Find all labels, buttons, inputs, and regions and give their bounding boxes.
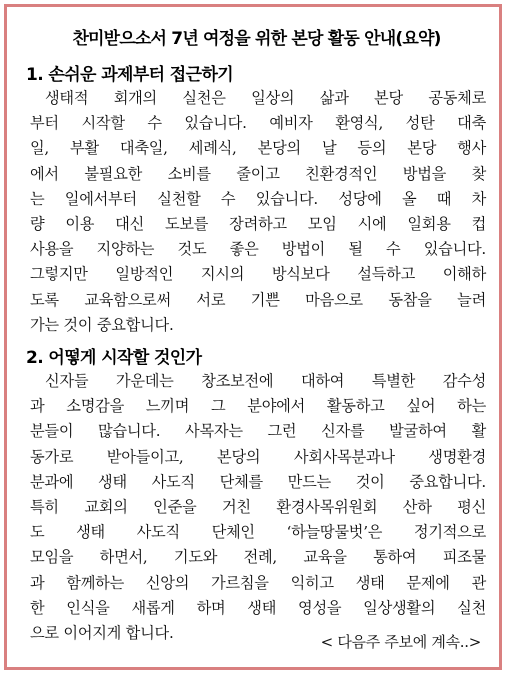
body-line: 도 생태 사도직 단체인 ‘하늘땅물벗’은 정기적으로 — [30, 523, 486, 542]
section-1-heading: 1. 손쉬운 과제부터 접근하기 — [26, 65, 234, 85]
body-line: 과 소명감을 느끼며 그 분야에서 활동하고 싶어 하는 — [30, 397, 486, 416]
body-line: 특히 교회의 인준을 거친 환경사목위원회 산하 평신 — [30, 498, 486, 517]
body-line: 으로 이어지게 합니다. — [30, 624, 174, 643]
section-2-body — [30, 369, 486, 646]
body-line: 과 함께하는 신앙의 가르침을 익히고 생태 문제에 관 — [30, 573, 486, 592]
body-line: 에서 불필요한 소비를 줄이고 친환경적인 방법을 찾 — [30, 164, 486, 183]
body-line: 생태적 회개의 실천은 일상의 삶과 본당 공동체로 — [45, 89, 486, 107]
body-line: 량 이용 대신 도보를 장려하고 모임 시에 일회용 컵 — [30, 215, 486, 234]
body-line: 한 인식을 새롭게 하며 생태 영성을 일상생활의 실천 — [30, 598, 486, 617]
body-line: 가는 것이 중요합니다. — [30, 315, 174, 334]
body-line: 그렇지만 일방적인 지시의 방식보다 설득하고 이해하 — [30, 265, 486, 284]
body-line: 모임을 하면서, 기도와 전례, 교육을 통하여 피조물 — [30, 548, 486, 567]
continued-note: < 다음주 주보에 계속..> — [320, 633, 481, 651]
body-line: 일, 부활 대축일, 세례식, 본당의 날 등의 본당 행사 — [30, 139, 486, 158]
body-line: 는 일에서부터 실천할 수 있습니다. 성당에 올 때 차 — [30, 189, 486, 208]
body-line: 동가로 받아들이고, 본당의 사회사목분과나 생명환경 — [30, 447, 486, 466]
section-2-heading: 2. 어떻게 시작할 것인가 — [26, 348, 202, 368]
body-line: 신자들 가운데는 창조보전에 대하여 특별한 감수성 — [45, 372, 486, 390]
body-line: 도록 교육함으로써 서로 기쁜 마음으로 동참을 늘려 — [30, 290, 486, 309]
body-line: 분과에 생태 사도직 단체를 만드는 것이 중요합니다. — [30, 472, 486, 491]
body-line: 분들이 많습니다. 사목자는 그런 신자를 발굴하여 활 — [30, 422, 486, 441]
notice-title: 찬미받으소서 7년 여정을 위한 본당 활동 안내(요약) — [72, 29, 441, 49]
body-line: 부터 시작할 수 있습니다. 예비자 환영식, 성탄 대축 — [30, 114, 486, 133]
body-line: 사용을 지양하는 것도 좋은 방법이 될 수 있습니다. — [30, 240, 486, 259]
section-1-body — [30, 86, 486, 338]
